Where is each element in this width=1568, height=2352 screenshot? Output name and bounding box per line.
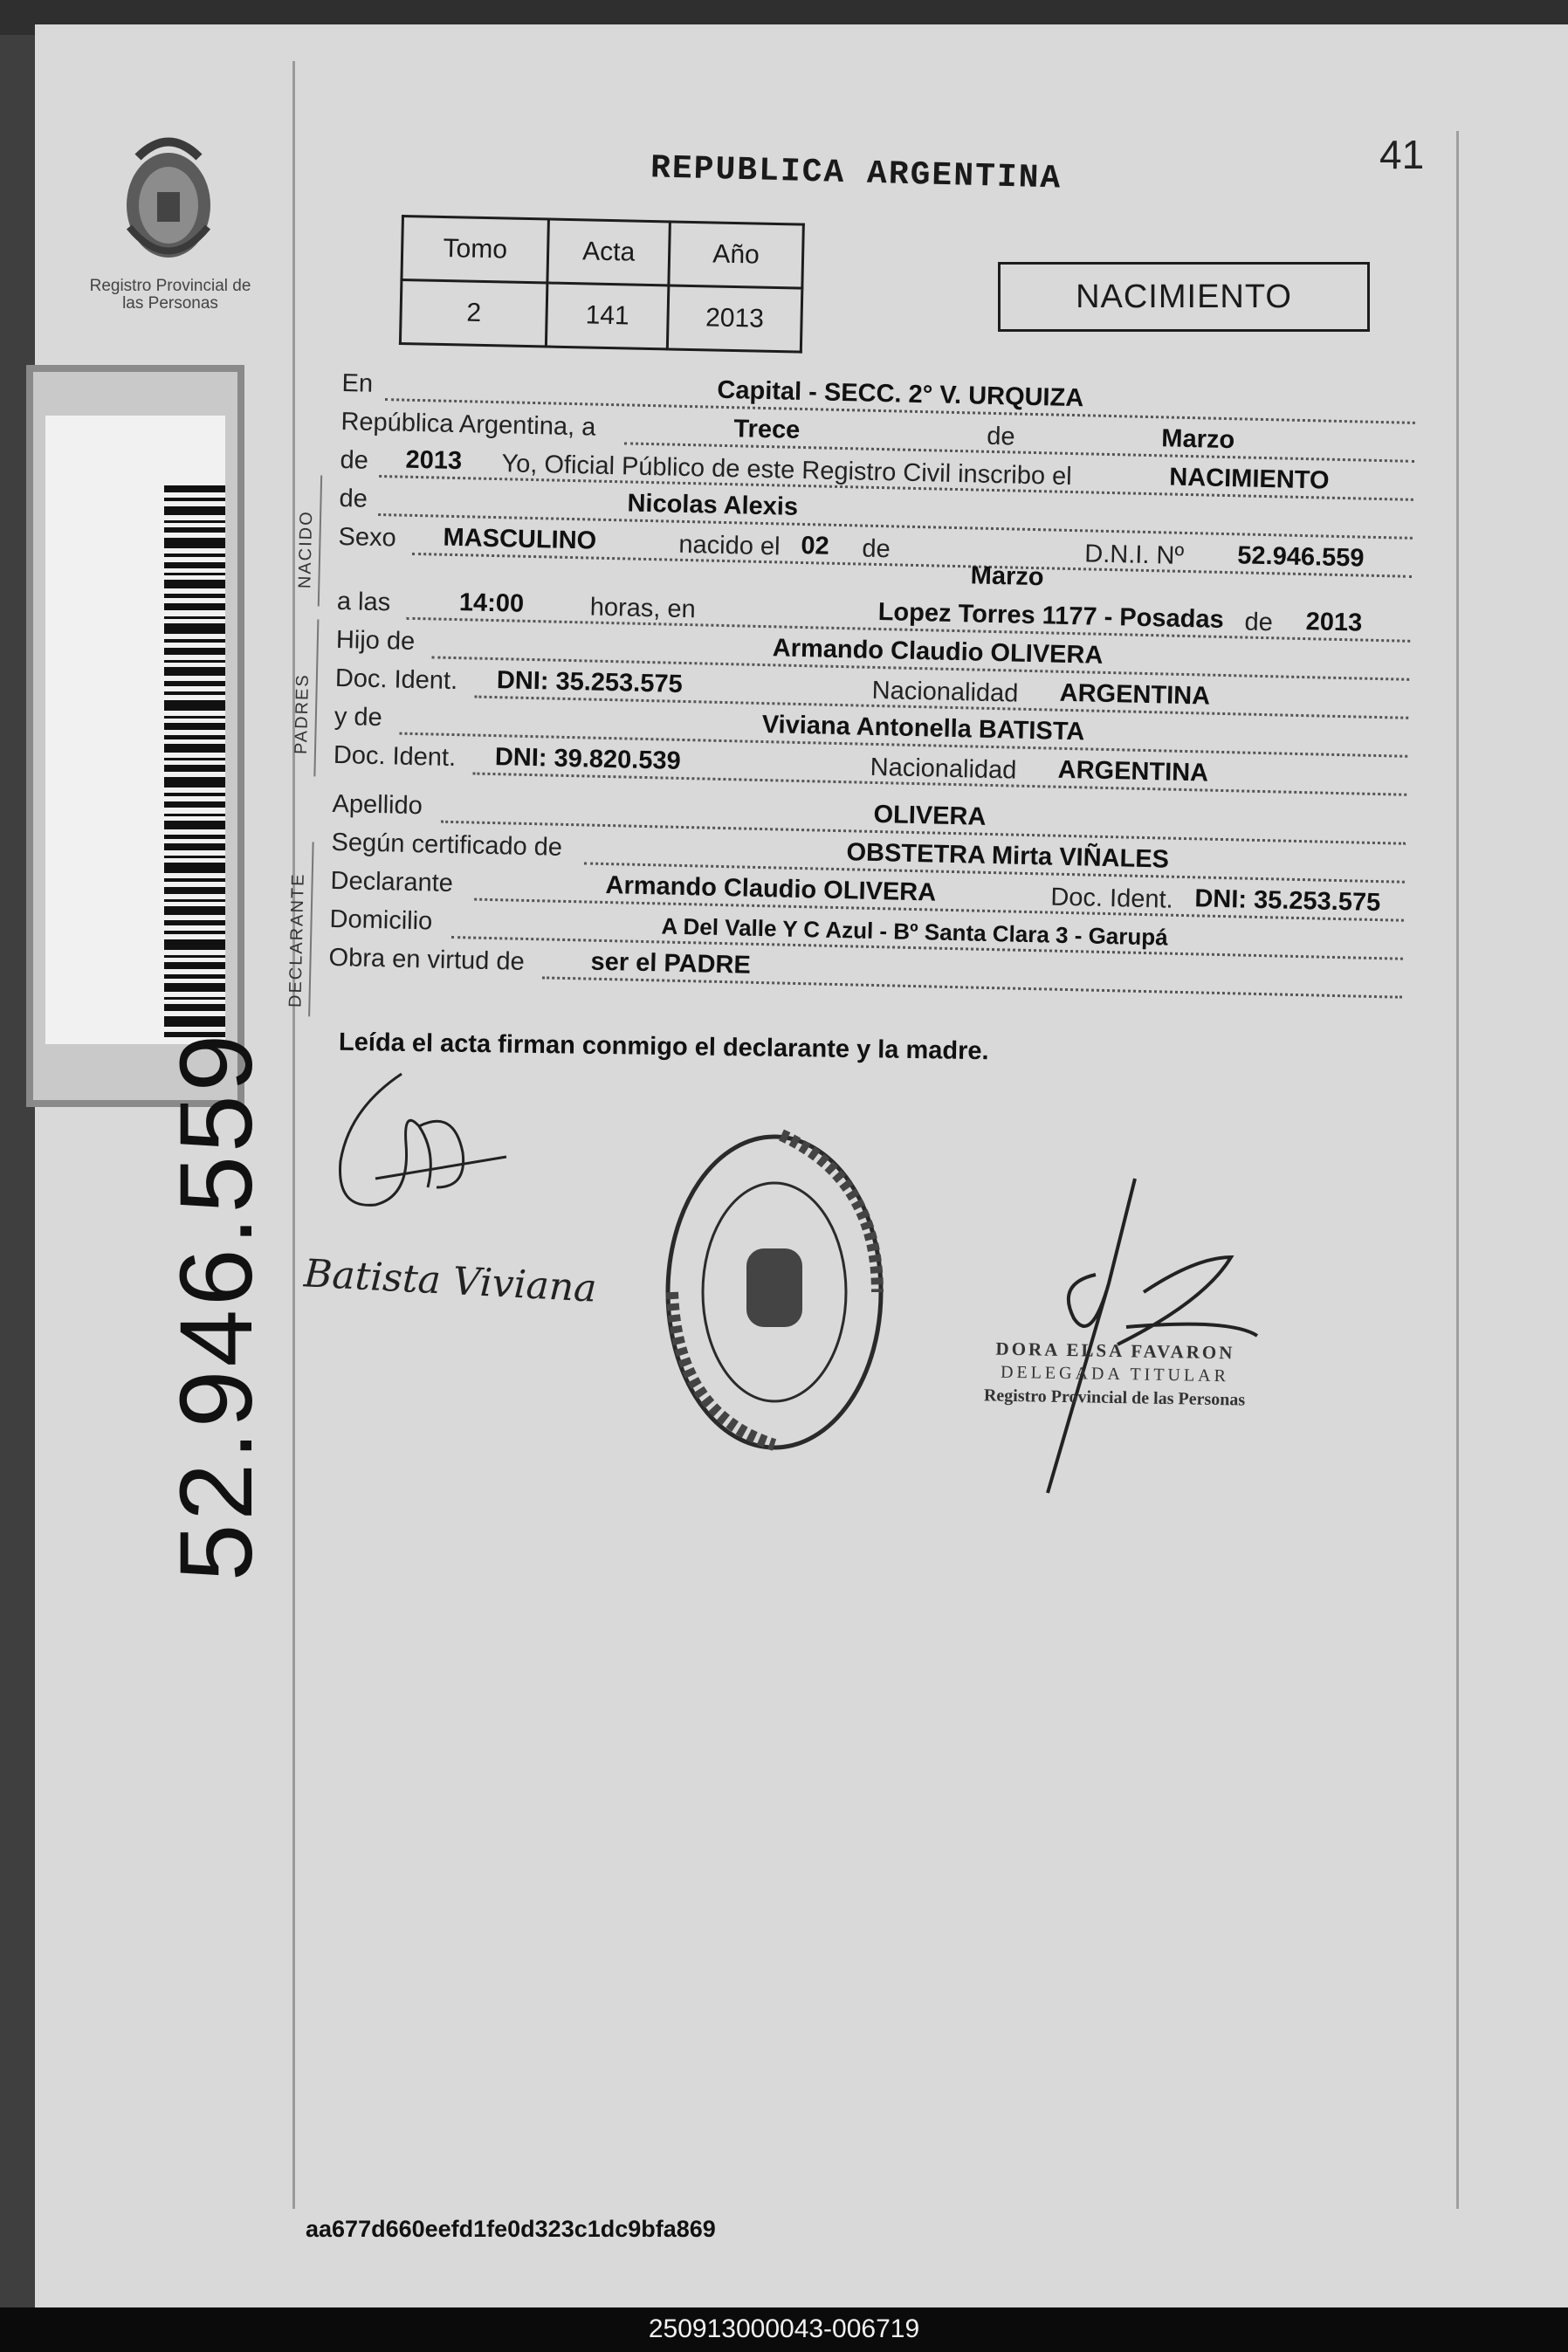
registry-stamp — [659, 1126, 891, 1458]
madre-doc-label: Doc. Ident. — [333, 740, 457, 773]
barcode-card — [26, 365, 274, 1582]
acto-value: NACIMIENTO — [1169, 463, 1330, 495]
dni-number-vertical: 52.946.559 — [159, 1030, 274, 1582]
declarante-label: Declarante — [330, 866, 454, 898]
registry-logo-text: Registro Provincial de las Personas — [89, 277, 251, 313]
registry-table — [399, 215, 805, 354]
footer-id: 250913000043-006719 — [648, 2314, 920, 2343]
apellido-label: Apellido — [332, 789, 423, 821]
nac-dia: 02 — [801, 531, 830, 560]
declarante-doc-label: Doc. Ident. — [1050, 883, 1174, 914]
record-type-box: NACIMIENTO — [998, 262, 1370, 332]
certificado-value: OBSTETRA Mirta VIÑALES — [846, 838, 1170, 874]
coat-of-arms-logo — [103, 122, 234, 275]
nac-anio: 2013 — [1305, 608, 1363, 637]
de-label-5: de — [1244, 608, 1274, 637]
madre-doc: DNI: 39.820.539 — [494, 743, 682, 775]
apellido-value: OLIVERA — [873, 800, 987, 831]
alas-label: a las — [336, 587, 391, 617]
nac-mes: Marzo — [970, 561, 1044, 592]
horas-label: horas, en — [589, 593, 697, 624]
hijo-label: Hijo de — [335, 625, 416, 656]
en-label: En — [341, 368, 374, 398]
madre-value: Viviana Antonella BATISTA — [761, 711, 1085, 746]
declarant-signature — [323, 1056, 524, 1231]
padre-doc: DNI: 35.253.575 — [496, 666, 684, 698]
declarante-doc: DNI: 35.253.575 — [1194, 884, 1381, 918]
document-hash: aa677d660eefd1fe0d323c1dc9bfa869 — [306, 2216, 716, 2242]
page-number: 41 — [1379, 132, 1425, 177]
domicilio-value: A Del Valle Y C Azul - Bº Santa Clara 3 - Garupá — [661, 912, 1169, 951]
nacido-label: nacido el — [678, 530, 781, 561]
sexo-label: Sexo — [338, 522, 397, 553]
en-value: Capital - SECC. 2° V. URQUIZA — [717, 375, 1084, 413]
tomo-value: 2 — [400, 280, 547, 347]
nombre-value: Nicolas Alexis — [627, 489, 799, 521]
anio-value: 2013 — [667, 285, 802, 352]
yde-label: y de — [334, 702, 383, 732]
declarante-value: Armando Claudio OLIVERA — [605, 870, 937, 907]
obra-value: ser el PADRE — [590, 947, 752, 980]
lugar-value: Lopez Torres 1177 - Posadas — [877, 598, 1225, 634]
mother-handwritten-name: Batista Viviana — [302, 1251, 598, 1311]
right-rule — [1456, 131, 1459, 2209]
officer-role: DELEGADA TITULAR — [1000, 1362, 1230, 1386]
madre-nac: ARGENTINA — [1057, 755, 1209, 787]
de-label-2: de — [340, 445, 369, 475]
domicilio-label: Domicilio — [329, 904, 433, 936]
de-label-1: de — [987, 422, 1016, 451]
acta-value: 141 — [547, 283, 669, 349]
footer-bar — [0, 2307, 1568, 2352]
padres-side-label: PADRES — [291, 673, 313, 755]
obra-label: Obra en virtud de — [328, 943, 526, 976]
officer-name: DORA ELSA FAVARON — [995, 1338, 1235, 1364]
anio-header: Año — [669, 222, 804, 288]
madre-nac-label: Nacionalidad — [870, 753, 1017, 785]
de-label-3: de — [339, 484, 368, 513]
country-title: REPUBLICA ARGENTINA — [650, 149, 1063, 198]
officer-org: Registro Provincial de las Personas — [983, 1386, 1246, 1410]
declarante-side-label: DECLARANTE — [285, 872, 308, 1008]
margin-rule — [292, 61, 295, 2209]
dni-value: 52.946.559 — [1236, 541, 1365, 573]
republica-label: República Argentina, a — [340, 407, 596, 442]
officer-block — [952, 1337, 1276, 1413]
oficial-text: Yo, Oficial Público de este Registro Civil inscribo el — [501, 450, 1073, 491]
certificado-label: Según certificado de — [331, 828, 563, 862]
closing-statement: Leída el acta firman conmigo el declarante y la madre. — [338, 1028, 989, 1066]
padre-nac-label: Nacionalidad — [871, 676, 1019, 708]
sexo-value: MASCULINO — [443, 523, 597, 555]
padre-nac: ARGENTINA — [1059, 678, 1211, 711]
certificate-form — [285, 367, 1425, 1008]
acta-header: Acta — [547, 219, 670, 285]
anio-value: 2013 — [405, 445, 463, 476]
hora-value: 14:00 — [458, 588, 525, 618]
padre-value: Armando Claudio OLIVERA — [772, 634, 1104, 670]
de-label-4: de — [862, 534, 891, 564]
nacido-side-label: NACIDO — [295, 510, 317, 589]
tomo-header: Tomo — [402, 217, 549, 283]
dia-value: Trece — [733, 415, 801, 444]
padre-doc-label: Doc. Ident. — [334, 664, 458, 696]
dni-label: D.N.I. Nº — [1083, 540, 1185, 570]
mes-value: Marzo — [1161, 424, 1235, 455]
officer-signature — [943, 1170, 1292, 1502]
